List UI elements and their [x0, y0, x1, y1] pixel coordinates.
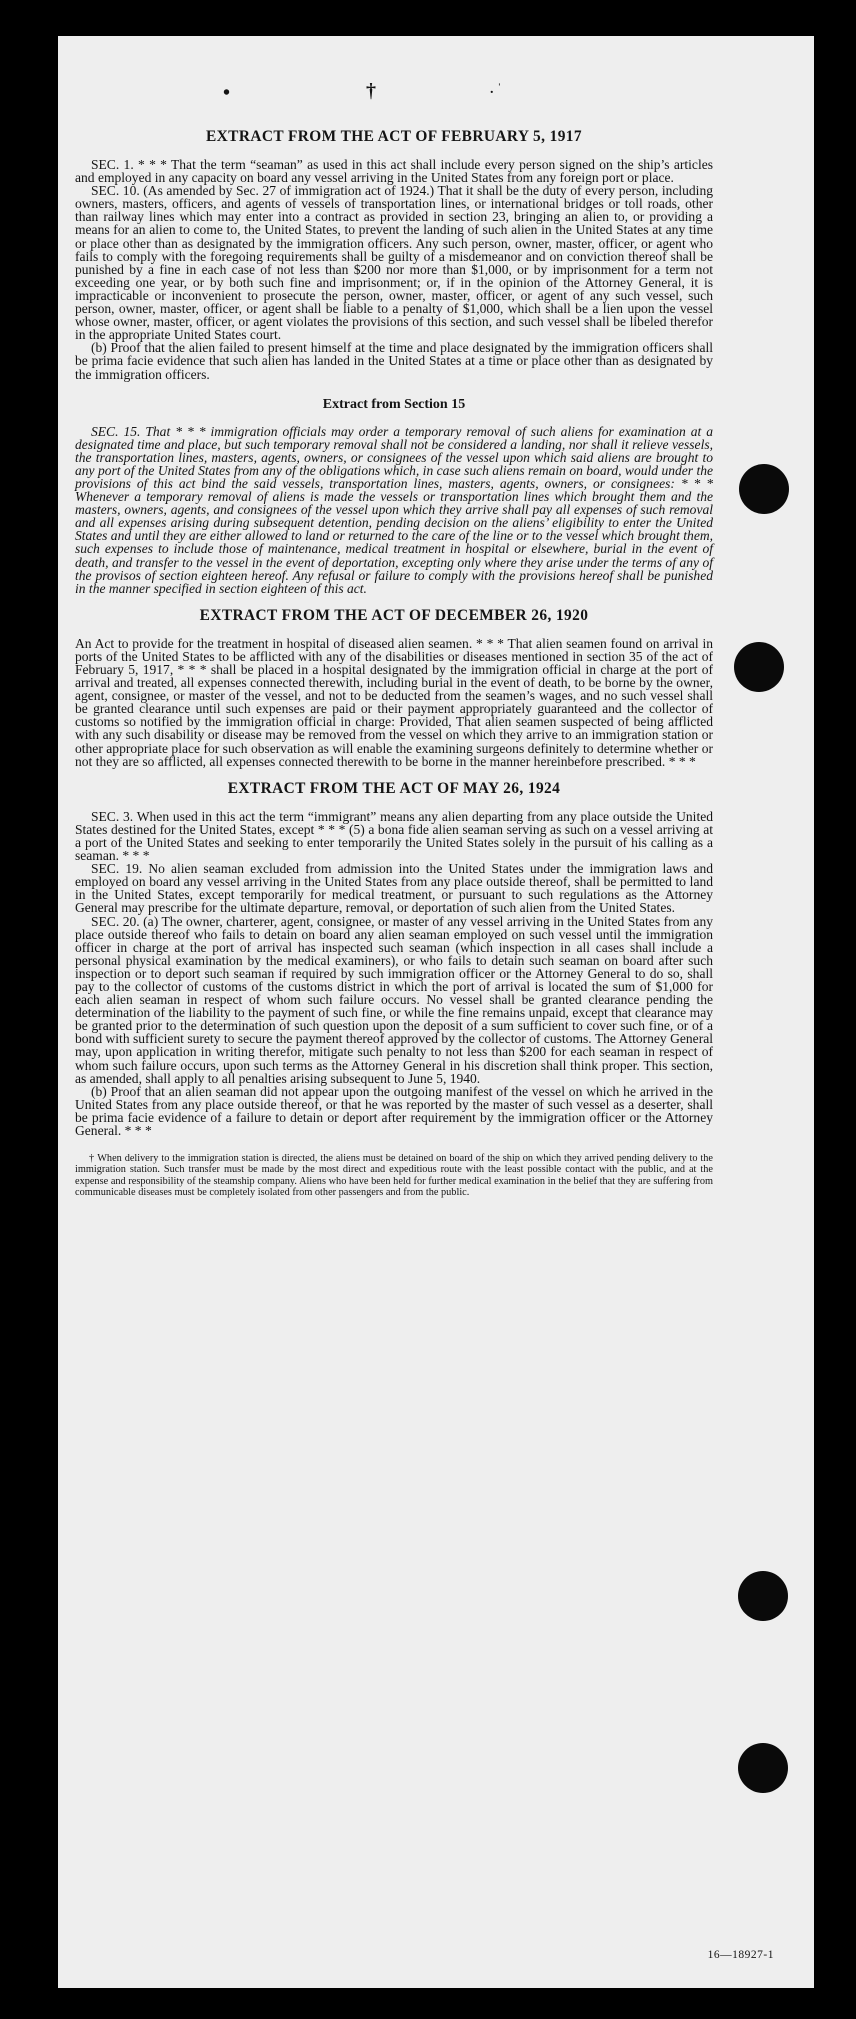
corner-mark-right: . ˈ	[490, 82, 502, 97]
document-number: 16—18927-1	[707, 1949, 774, 1961]
punch-hole-4	[738, 1743, 788, 1793]
paragraph-feb1917-sec10: SEC. 10. (As amended by Sec. 27 of immigration act of 1924.) That it shall be the duty of every person, including owners, masters, officers, and agents of vessels of transportation lines, or international bridges or toll roads, other than railway lines which may enter into a contract as provided in section 23, bringing an alien to, or providing a means for an alien to come to, the United States, to prevent the landing of such alien in the United States at any time or place other than as designated by the immigration officers. Any such person, owner, master, officer, or agent who fails to comply with the foregoing requirements shall be guilty of a misdemeanor and on conviction thereof shall be punished by a fine in each case of not less than $200 nor more than $1,000, or by imprisonment for a term not exceeding one year, or by both such fine and imprisonment; or, if in the opinion of the Attorney General, it is impracticable or inconvenient to prosecute the person, owner, master, officer, or agent of any such vessel, such person, owner, master, officer, or agent shall be liable to a penalty of $1,000, which shall be a lien upon the vessel whose owner, master, officer, or agent violates the provisions of this section, and such vessel shall be libeled therefor in the appropriate United States court.	[75, 183, 713, 343]
paragraph-sec15: SEC. 15. That * * * immigration officials may order a temporary removal of such aliens for examination at a designated time and place, but such temporary removal shall not be considered a landing, nor shall it relieve vessels, the transportation lines, masters, agents, owners, or consignees of the vessel upon which said aliens are brought to any port of the United States from any of the obligations which, in case such aliens remain on board, would under the provisions of this act bind the said vessels, transportation lines, masters, agents, owners, or consignees: * * * Whenever a temporary removal of aliens is made the vessels or transportation lines which brought them and the masters, owners, agents, and consignees of the vessel upon which they arrive shall pay all expenses of such removal and all expenses arising during subsequent detention, pending decision on the aliens’ eligibility to enter the United States and until they are either allowed to land or returned to the care of the line or to the vessel which brought them, such expenses to include those of maintenance, medical treatment in hospital or elsewhere, burial in the event of death, and transfer to the vessel in the event of deportation, excepting only where they arise under the terms of any of the provisos of section eighteen hereof. Any refusal or failure to comply with the provisions hereof shall be punished in the manner specified in section eighteen of this act.	[75, 423, 713, 596]
footnote-dagger-mark: †	[366, 80, 376, 102]
corner-mark-left: •	[223, 82, 231, 104]
paragraph-feb1917-sec10b: (b) Proof that the alien failed to present himself at the time and place designated by the immigration officers shall be prima facie evidence that such alien has landed in the United States at a time or place other than as designated by the immigration officers.	[75, 340, 713, 382]
paragraph-dec1920: An Act to provide for the treatment in hospital of diseased alien seamen. * * * That alien seamen found on arrival in ports of the United States to be afflicted with any of the disabilities or diseases mentioned in section 35 of the act of February 5, 1917, * * * shall be placed in a hospital designated by the immigration official in charge at the port of arrival and treated, all expenses connected therewith, including burial in the event of death, to be borne by the owner, agent, consignee, or master of the vessel, and not to be deducted from the seamen’s wages, and no such vessel shall be granted clearance until such expenses are paid or their payment appropriately guaranteed and the collector of customs so notified by the immigration official in charge: Provided, That alien seamen suspected of being afflicted with any such disability or disease may be removed from the vessel on which they arrive to an immigration station or other appropriate place for such observation as will enable the examining surgeons definitely to determine whether or not they are so afflicted, all expenses connected therewith to be borne in the manner hereinbefore prescribed. * * *	[75, 635, 713, 769]
paragraph-feb1917-sec1: SEC. 1. * * * That the term “seaman” as used in this act shall include every person signed on the ship’s articles and employed in any capacity on board any vessel arriving in the United States from any foreign port or place.	[75, 157, 713, 186]
paragraph-may1924-sec20b: (b) Proof that an alien seaman did not appear upon the outgoing manifest of the vessel on which he arrived in the United States from any place outside thereof, or that he was reported by the master of such vessel as a deserter, shall be prima facie evidence of a failure to detain or deport after requirement by the immigration officer or the Attorney General. * * *	[75, 1083, 713, 1138]
heading-section-15: Extract from Section 15	[322, 396, 466, 412]
heading-act-dec-1920: EXTRACT FROM THE ACT OF DECEMBER 26, 1920	[199, 606, 589, 624]
heading-act-feb-1917: EXTRACT FROM THE ACT OF FEBRUARY 5, 1917	[205, 128, 583, 145]
document-body	[75, 128, 713, 1198]
punch-hole-2	[734, 642, 784, 692]
paragraph-may1924-sec19: SEC. 19. No alien seaman excluded from admission into the United States under the immigration laws and employed on board any vessel arriving in the United States from any place outside thereof, shall be permitted to land in the United States, except temporarily for medical treatment, or pursuant to such regulations as the Attorney General may prescribe for the ultimate departure, removal, or deportation of such alien from the United States.	[75, 861, 713, 916]
heading-act-may-1924: EXTRACT FROM THE ACT OF MAY 26, 1924	[227, 779, 561, 797]
punch-hole-1	[739, 464, 789, 514]
paragraph-may1924-sec3: SEC. 3. When used in this act the term “immigrant” means any alien departing from any place outside the United States destined for the United States, except * * * (5) a bona fide alien seaman serving as such on a vessel arriving at a port of the United States and seeking to enter temporarily the United States solely in the pursuit of his calling as a seaman. * * *	[75, 808, 713, 864]
footnote: † When delivery to the immigration station is directed, the aliens must be detained on board of the ship on which they arrived pending delivery to the immigration station. Such transfer must be made by the most direct and expeditious route with the least possible contact with the public, and at the expense and responsibility of the steamship company. Aliens who have been held for further medical examination in the belief that they are suffering from communicable diseases must be completely isolated from other passengers and from the public.	[75, 1153, 713, 1198]
punch-hole-3	[738, 1571, 788, 1621]
paragraph-may1924-sec20a: SEC. 20. (a) The owner, charterer, agent, consignee, or master of any vessel arriving in the United States from any place outside thereof who fails to detain on board any alien seaman employed on such vessel until the immigration officer in charge at the port of arrival has inspected such seaman (which inspection in all cases shall include a personal physical examination by the medical examiners), or who fails to detain such seaman on board after such inspection or to deport such seaman if required by such immigration officer or the Attorney General to do so, shall pay to the collector of customs of the customs district in which the port of arrival is located the sum of $1,000 for each alien seaman in respect of whom such failure occurs. No vessel shall be granted clearance pending the determination of the liability to the payment of such fine, or while the fine remains unpaid, except that clearance may be granted prior to the determination of such question upon the deposit of a sum sufficient to cover such fine, or of a bond with sufficient surety to secure the payment thereof approved by the collector of customs. The Attorney General may, upon application in writing therefor, mitigate such penalty to not less than $200 for each seaman in respect of whom such failure occurs, upon such terms as the Attorney General in his discretion shall think proper. This section, as amended, shall apply to all penalties arising subsequent to June 5, 1940.	[75, 913, 713, 1086]
